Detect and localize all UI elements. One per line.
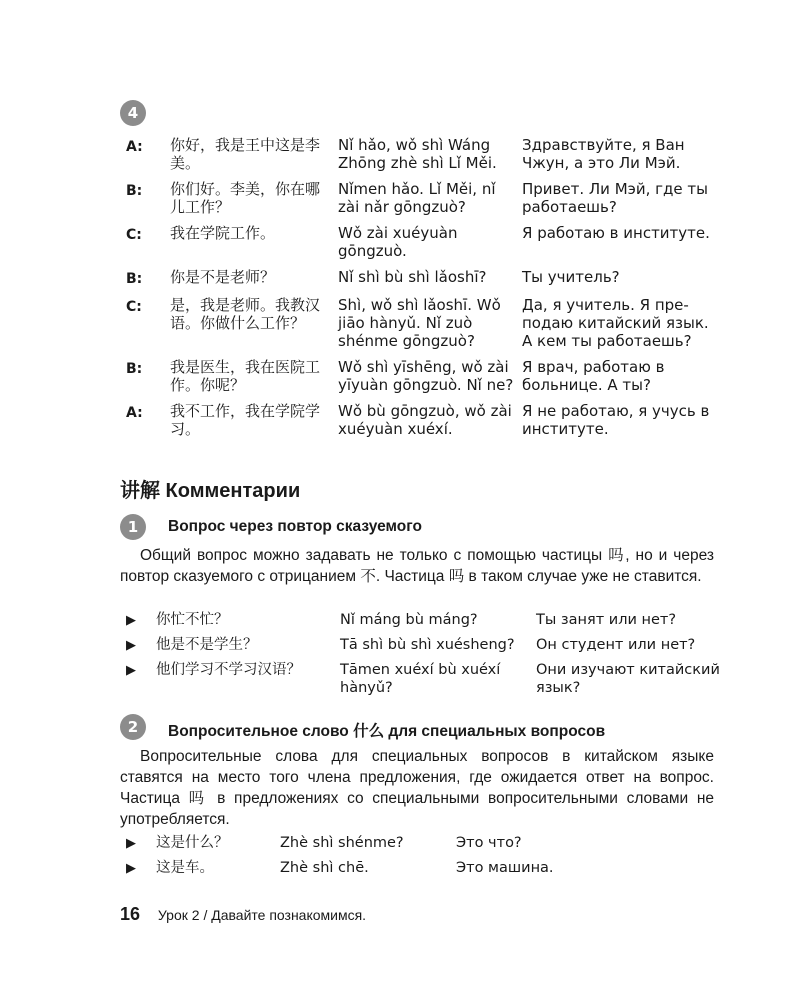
example-pinyin: Zhè shì chē. [280,860,369,876]
pinyin-text: Wǒ shì yīshēng, wǒ zài yīyuàn gōngzuò. Nǐ ne? [338,358,514,394]
russian-text: Привет. Ли Мэй, где ты работаешь? [522,180,708,216]
example-row [126,636,726,655]
triangle-bullet-icon: ▶ [126,836,136,851]
pinyin-text: Nǐ hǎo, wǒ shì Wáng Zhōng zhè shì Lǐ Měi. [338,136,497,172]
example-chinese: 你忙不忙？ [156,612,229,628]
example-russian: Это машина. [456,860,554,876]
dialogue-line [126,402,726,438]
speaker: B: [126,183,143,199]
example-pinyin: Tāmen xuéxí bù xuéxí hànyǔ? [340,662,501,696]
triangle-bullet-icon: ▶ [126,861,136,876]
speaker: B: [126,361,143,377]
example-row [126,611,726,630]
example-list [126,834,726,884]
pinyin-text: Nǐmen hǎo. Lǐ Měi, nǐ zài nǎr gōngzuò? [338,180,496,216]
item-title: Вопросительное слово 什么 для специальных вопросов [168,723,606,740]
lesson-caption: Урок 2 / Давайте познакомимся. [157,907,367,923]
commentary-heading: 讲解 Комментарии [120,480,301,502]
example-row [126,859,726,878]
example-russian: Ты занят или нет? [536,612,677,628]
speaker: C: [126,227,142,243]
item-title: Вопрос через повтор сказуемого [168,518,422,535]
dialogue [126,136,726,446]
russian-text: Ты учитель? [522,268,620,286]
example-pinyin: Zhè shì shénme? [280,835,404,851]
example-chinese: 他是不是学生？ [156,637,258,653]
dialogue-line [126,358,726,394]
dialogue-line [126,224,726,260]
item-number-badge: 1 [120,514,146,540]
example-russian: Он студент или нет? [536,637,696,653]
pinyin-text: Nǐ shì bù shì lǎoshī? [338,268,487,286]
chinese-text: 我在学院工作。 [170,224,276,242]
example-pinyin: Nǐ máng bù máng? [340,612,478,628]
pinyin-text: Wǒ zài xuéyuàn gōngzuò. [338,224,458,260]
dialogue-line [126,180,726,216]
item-number-badge: 2 [120,714,146,740]
example-row [126,661,726,697]
russian-text: Я врач, работаю в больнице. А ты? [522,358,665,394]
page-footer [120,904,366,925]
example-chinese: 他们学习不学习汉语？ [156,662,301,678]
example-russian: Это что? [456,835,522,851]
example-russian: Они изучают китайский язык? [536,662,720,696]
chinese-text: 你好，我是王中这是李美。 [170,136,321,172]
triangle-bullet-icon: ▶ [126,663,136,678]
example-chinese: 这是什么？ [156,835,229,851]
example-list [126,611,726,703]
item-paragraph: Вопросительные слова для специальных вопросов в китайском языке ставятся на место того члена предложения, где ожидается ответ на вопрос. Частица 吗 в предложениях со специальными вопросительными словами не употребляется. [120,748,714,828]
chinese-text: 我是医生，我在医院工作。你呢？ [170,358,321,394]
page-number: 16 [120,904,141,924]
dialogue-line [126,296,726,350]
example-chinese: 这是车。 [156,860,214,876]
speaker: C: [126,299,142,315]
example-row [126,834,726,853]
section-number-badge: 4 [120,100,146,126]
pinyin-text: Wǒ bù gōngzuò, wǒ zài xuéyuàn xuéxí. [338,402,512,438]
russian-text: Я не работаю, я учусь в институте. [522,402,710,438]
speaker: B: [126,271,143,287]
chinese-text: 你们好。李美，你在哪儿工作？ [170,180,321,216]
dialogue-line [126,136,726,172]
speaker: A: [126,139,143,155]
triangle-bullet-icon: ▶ [126,613,136,628]
speaker: A: [126,405,143,421]
example-pinyin: Tā shì bù shì xuésheng? [340,637,515,653]
chinese-text: 我不工作，我在学院学习。 [170,402,321,438]
pinyin-text: Shì, wǒ shì lǎoshī. Wǒ jiāo hànyǔ. Nǐ zuò shénme gōngzuò? [338,296,501,350]
item-paragraph: Общий вопрос можно задавать не только с помощью частицы 吗, но и через повтор сказуемого с отрицанием 不. Частица 吗 в таком случае уже не ставится. [120,547,714,585]
chinese-text: 是，我是老师。我教汉语。你做什么工作？ [170,296,321,332]
triangle-bullet-icon: ▶ [126,638,136,653]
russian-text: Здравствуйте, я Ван Чжун, а это Ли Мэй. [522,136,685,172]
russian-text: Я работаю в институте. [522,224,710,242]
chinese-text: 你是不是老师？ [170,268,276,286]
dialogue-line [126,268,726,288]
russian-text: Да, я учитель. Я пре-подаю китайский язык. А кем ты работаешь? [522,296,709,350]
